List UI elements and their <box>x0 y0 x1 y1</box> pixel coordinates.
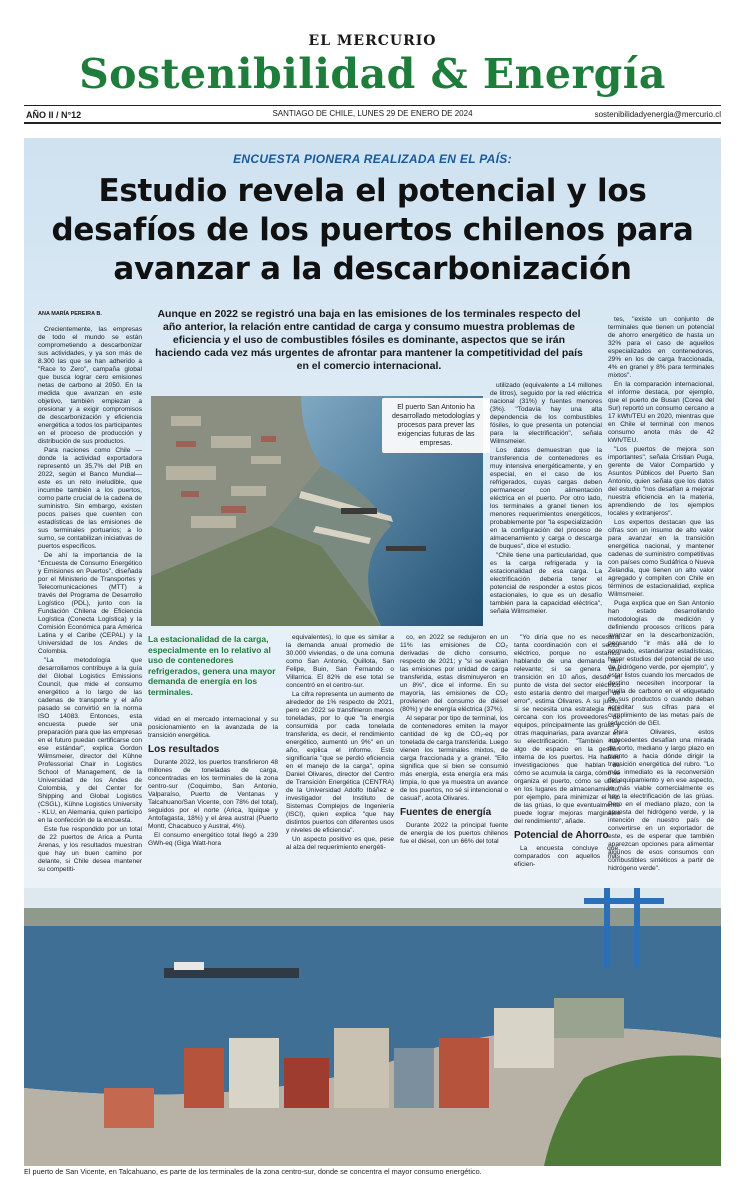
issue-number: AÑO II / N°12 <box>26 110 82 120</box>
container-terminal-photo <box>24 888 721 1166</box>
subhead-fuentes: Fuentes de energía <box>400 807 492 818</box>
text-column-1 <box>38 326 142 886</box>
paragraph: Los expertos destacan que las cifras son un insumo de alto valor para avanzar en la transición energética nacional, y mantener cadenas de suministro competitivas con países como Sudáfrica o Nueva Zelandia, que tienen un alto valor agregado y compiten con Chile en términos de estacionalidad, explica Wilmsmeier. <box>608 519 714 598</box>
photo-caption: El puerto de San Vicente, en Talcahuano, es parte de los terminales de la zona centro-sur, donde se concentra el mayor consumo energético. <box>24 1167 482 1176</box>
paragraph: Puga explica que en San Antonio han estado desarrollando metodologías de medición y definiendo procesos críticos para avanzar en la descarbonización, pensando "ir más allá de lo normado, estandarizar estadísticas, hacer estudios del potencial de uso de hidrógeno verde, por ejemplo", y estar listos cuando los mercados de destino necesiten incorporar la huella de carbono en el etiquetado de sus productos o cuando deban acreditar sus cifras para el cumplimiento de las metas país de reducción de GEI. <box>608 600 714 727</box>
paragraph: equivalentes), lo que es similar a la demanda anual promedio de 30.000 viviendas, o de una comuna como San Antonio, Quillota, San Felipe, Buin, San Fernando o Villarrica. El 82% de ese total se concentró en el centro-sur. <box>286 634 394 689</box>
masthead <box>0 0 745 135</box>
paragraph: La encuesta concluye que, comparados con aquellos más eficien- <box>514 845 620 868</box>
paragraph: La cifra representa un aumento de alrededor de 1% respecto de 2021, pero en 2022 se transfirieron menos toneladas, por lo que "la energía consumida por cada tonelada transferida, es decir, el rendimiento energético, aumentó un 9%" en un año, explica el informe. Esto significaría "que se perdió eficiencia en el manejo de la carga", opina Daniel Olivares, director del Centro de Transición Energética (CENTRA) de la Universidad Adolfo Ibáñez e investigador del Instituto de Sistemas Complejos de Ingeniería (ISCI), quien explica "que hay distintos puertos con diferentes usos y niveles de eficiencia". <box>286 691 394 834</box>
article <box>24 138 721 1166</box>
paragraph: "Chile tiene una particularidad, que es la carga refrigerada y la estacionalidad de esa carga. La electrificación debería tener el potencial de responder a estos picos estacionales, lo que es un desafío también para la capacidad eléctrica", señala Wilmsmeier. <box>490 552 602 615</box>
paragraph: Para Olivares, estos antecedentes desafían una mirada de corto, mediano y largo plazo en cuanto a hacia dónde dirigir la transición energética del rubro. "Lo más inmediato es la reconversión del equipamiento y en ese aspecto, lo más viable comercialmente es hoy la electrificación de las grúas. Pero en el mediano plazo, con la apuesta del hidrógeno verde, y la intención de nuestro país de convertirse en un exportador de este, es de esperar que también aparezcan opciones para alimentar algunos de esos consumos con combustibles sintéticos a partir de hidrógeno verde". <box>608 729 714 872</box>
paragraph: "Los puertos de mejora son importantes", señala Cristian Puga, gerente de Valor Compartido y Asuntos Públicos del Puerto San Antonio, quien señala que los datos del estudio "nos desafían a mejorar nuestra eficiencia en la materia, aprendiendo de los ejemplos locales y extranjeros". <box>608 446 714 517</box>
paragraph: El consumo energético total llegó a 239 GWh-eq (Giga Watt-hora <box>148 832 278 847</box>
article-deck: Aunque en 2022 se registró una baja en las emisiones de los terminales respecto del año anterior, la relación entre cantidad de carga y consumo muestra problemas de eficiencia y el uso de combustibles fósiles es dominante, aspectos que se irán haciendo cada vez más urgentes de afrontar para mantener la competitividad del país en el comercio internacional. <box>155 308 583 372</box>
paragraph: Crecientemente, las empresas de todo el mundo se están comprometiendo a descarbonizar sus actividades, y ya son más de 8.300 las que se han adherido a "Race to Zero", campaña global que busca lograr cero emisiones netas de carbono al 2050. En la medida que avanzan en este objetivo, también empiezan a presionar y a exigir compromisos de descarbonización y eficiencia energética a todos los participantes en el proceso de producción y distribución de sus productos. <box>38 326 142 445</box>
paragraph: Un aspecto positivo es que, pese al alza del requerimiento energéti- <box>286 836 394 851</box>
text-column-5 <box>514 634 620 886</box>
dateline: SANTIAGO DE CHILE, LUNES 29 DE ENERO DE 2024 <box>272 109 473 118</box>
paragraph: Al separar por tipo de terminal, los de contenedores emiten la mayor cantidad de kg de CO₂-eq por tonelada de carga transferida. Luego vienen los terminales mixtos, de carga fraccionada y a granel. "Ello significa que si bien se consumió más energía, esta energía era más limpia, lo que ya muestra un avance de los puertos, no sé si intencional o casual", acota Olivares. <box>400 715 508 802</box>
paragraph: De ahí la importancia de la "Encuesta de Consumo Energético y Emisiones en Puertos", diseñada por el Ministerio de Transportes y Telecomunicaciones (MTT) a través del Programa de Desarrollo Logístico (PDL), junto con la Fundación Chilena de Eficiencia Logística (Conecta Logística) y la Comisión Económica para América Latina y el Caribe (CEPAL) y la Universidad de los Andes de Colombia. <box>38 552 142 655</box>
paragraph: Este fue respondido por un total de 22 puertos de Arica a Punta Arenas, y los resultados muestran que hay un buen camino por delante, si Chile desea mantener su competiti- <box>38 826 142 873</box>
contact-email[interactable]: sostenibilidadyenergia@mercurio.cl <box>594 110 721 119</box>
text-column-3 <box>286 634 394 886</box>
paper-name: EL MERCURIO <box>308 33 437 49</box>
paragraph: vidad en el mercado internacional y su posicionamiento en la avanzada de la transición energética. <box>148 716 278 739</box>
byline: ANA MARÍA PEREIRA B. <box>38 311 102 317</box>
article-headline: Estudio revela el potencial y los desafíos de los puertos chilenos para avanzar a la descarbonización <box>51 173 694 287</box>
text-column-4 <box>490 382 602 630</box>
text-column-2 <box>148 716 278 886</box>
paragraph: Para naciones como Chile —donde la actividad exportadora representó un 35,7% del PIB en 2022, según el Banco Mundial— este es un reto ineludible, que incumbe también a los puertos, como parte crucial de la cadena de suministro. Sin embargo, existen pocos países que cuenten con estadísticas de las emisiones de sus terminales portuarios; a lo sumo, se contabilizan iniciativas de puertos específicos. <box>38 447 142 550</box>
article-kicker: ENCUESTA PIONERA REALIZADA EN EL PAÍS: <box>233 152 512 166</box>
text-column-6 <box>608 316 714 886</box>
san-vicente-port-image <box>24 888 721 1166</box>
text-column-4b <box>400 634 508 886</box>
paragraph: tes, "existe un conjunto de terminales que tienen un potencial de ahorro energético de hasta un 32% para el caso de aquellos especializados en contenedores, 29% en los de carga fraccionada, 4% en granel y 8% para terminales mixtos". <box>608 316 714 379</box>
paragraph: co, en 2022 se redujeron en un 11% las emisiones de CO₂ derivadas de dicho consumo, respecto de 2021; y "si se evalúan las emisiones por unidad de carga transferida, estas disminuyeron en un 8%", dice el informe. En su mayoría, las emisiones de CO₂ provienen del consumo de diésel (80%) y de energía eléctrica (37%). <box>400 634 508 713</box>
paragraph: Durante 2022, los puertos transfirieron 48 millones de toneladas de carga, concentradas en los terminales de la zona centro-sur (Coquimbo, San Antonio, Valparaíso, Puerto de Ventanas y Talcahuano/San Vicente, con 78% del total), seguidos por el norte (Arica, Iquique y Antofagasta, 18%) y el área austral (Puerto Montt, Chacabuco y Austral, 4%). <box>148 759 278 830</box>
paragraph: utilizado (equivalente a 14 millones de litros), seguido por la red eléctrica nacional (31%) y fuentes menores (3%). "Todavía hay una alta dependencia de los combustibles fósiles, lo que presenta un potencial para la electrificación", señala Wilmsmeier. <box>490 382 602 445</box>
section-title: Sostenibilidad & Energía <box>79 50 666 98</box>
divider <box>24 105 721 106</box>
divider <box>24 122 721 124</box>
subhead-resultados: Los resultados <box>148 744 220 755</box>
paragraph: "La metodología que desarrollamos contribuye a la guía del Global Logistics Emissions Council, que mide el consumo energético a lo largo de las cadenas de transporte y el año pasado se convirtió en la norma ISO 14083. Entonces, esta encuesta puede ser una preparación para que las empresas en el futuro puedan certificarse con ese estándar", explica Gordon Wilmsmeier, director del Kühne Professorial Chair in Logistics School of Management, de la Universidad de los Andes de Colombia, y del Center for Shipping and Global Logistics (CSGL), Kühne Logistics University - KLU, en Alemania, quien participó en la confección de la encuesta. <box>38 657 142 824</box>
paragraph: Durante 2022 la principal fuente de energía de los puertos chilenos fue el diésel, con un 66% del total <box>400 822 508 845</box>
paragraph: Los datos demuestran que la transferencia de contenedores es muy intensiva energéticamente, y en especial, en el caso de los refrigerados, cuyas cargas deben permanecer con alimentación eléctrica en el puerto. Por otro lado, los terminales a granel tienen los menores requerimientos energéticos, probablemente por "la especialización en la configuración del proceso de almacenamiento y carga o descarga de buques", dice el estudio. <box>490 447 602 550</box>
paragraph: "Yo diría que no es necesaria tanta coordinación con el sector eléctrico, porque no estamos hablando de una demanda tan relevante; si se genera una transición en 10 años, desde el punto de vista del sector eléctrico esto estaría dentro del margen de error", estima Olivares. A su juicio, si se necesita una estrategia más cercana con los proveedores de equipos, principalmente las grúas y otras maquinarias, para avanzar en su electrificación. "También hay algo de espacio en la gestión interna de los puertos. Ha habido investigaciones que hablan de cómo se acumula la carga, cómo se organiza el puerto, cómo se ubica en los lugares de almacenamiento, por ejemplo, para minimizar el uso de las grúas, lo que eventualmente puede lograr mejoras marginales del rendimiento", añade. <box>514 634 620 825</box>
subhead-ahorro: Potencial de Ahorro <box>514 830 609 841</box>
photo-callout: El puerto San Antonio ha desarrollado metodologías y procesos para prever las exigencias futuras de las empresas. <box>382 398 490 453</box>
paragraph: En la comparación internacional, el informe destaca, por ejemplo, que el puerto de Busan (Corea del Sur) reportó un consumo cercano a 17 kWh/TEU en 2020, mientras que en Chile el terminal con menos consumo anota más de 42 kWh/TEU. <box>608 381 714 444</box>
pull-quote: La estacionalidad de la carga, especialmente en lo relativo al uso de contenedores refrigerados, genera una mayor demanda de energía en los terminales. <box>148 634 276 697</box>
